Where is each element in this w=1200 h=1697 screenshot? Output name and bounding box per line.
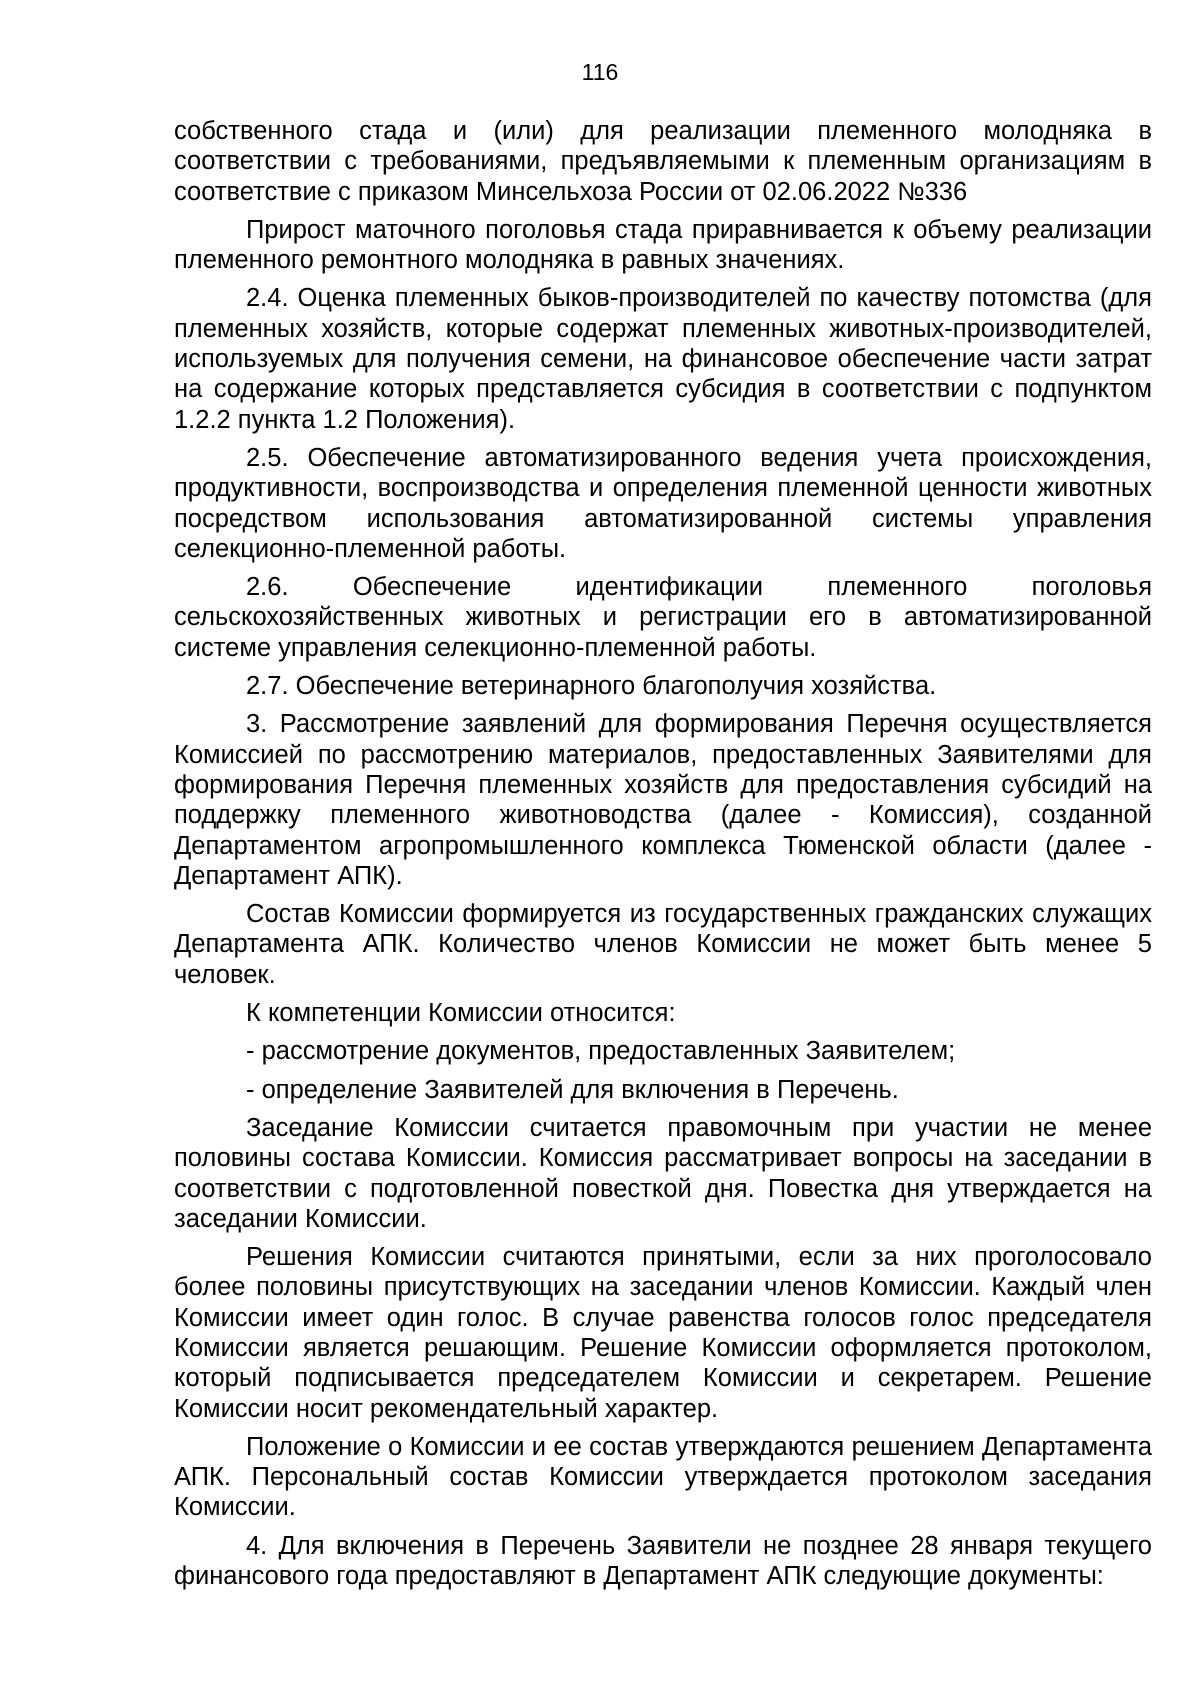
paragraph-2-6: 2.6. Обеспечение идентификации племенного поголовья сельскохозяйственных животных и регистрации его в автоматизированной системе управления селекционно-племенной работы. — [174, 573, 1152, 662]
list-item-review-documents: - рассмотрение документов, предоставленных Заявителем; — [246, 1037, 956, 1066]
document-body — [174, 116, 1152, 1591]
page-number: 116 — [581, 59, 619, 85]
paragraph-2-7: 2.7. Обеспечение ветеринарного благополучия хозяйства. — [246, 672, 937, 701]
paragraph-meeting-quorum: Заседание Комиссии считается правомочным при участии не менее половины состава Комиссии. Комиссия рассматривает вопросы на заседании в соответствии с подготовленной повесткой дня. Повестка дня утверждается на заседании Комиссии. — [174, 1113, 1152, 1233]
paragraph-3: 3. Рассмотрение заявлений для формирования Перечня осуществляется Комиссией по рассмотрению материалов, предоставленных Заявителями для формирования Перечня племенных хозяйств для предоставления субсидий на поддержку племенного животноводства (далее - Комиссия), созданной Департаментом агропромышленного комплекса Тюменской области (далее - Департамент АПК). — [174, 710, 1152, 890]
paragraph-2-4: 2.4. Оценка племенных быков-производителей по качеству потомства (для племенных хозяйств, которые содержат племенных животных-производителей, используемых для получения семени, на финансовое обеспечение части затрат на содержание которых представляется субсидия в соответствии с подпунктом 1.2.2 пункта 1.2 Положения). — [174, 284, 1152, 434]
paragraph-continuation: собственного стада и (или) для реализации племенного молодняка в соответствии с требованиями, предъявляемыми к племенным организациям в соответствие с приказом Минсельхоза России от 02.06.2022 №336 — [174, 117, 1152, 206]
paragraph-4: 4. Для включения в Перечень Заявители не позднее 28 января текущего финансового года предоставляют в Департамент АПК следующие документы: — [174, 1531, 1152, 1591]
paragraph-regulation: Положение о Комиссии и ее состав утверждаются решением Департамента АПК. Персональный состав Комиссии утверждается протоколом заседания Комиссии. — [174, 1432, 1152, 1522]
paragraph-growth: Прирост маточного поголовья стада приравнивается к объему реализации племенного ремонтного молодняка в равных значениях. — [174, 215, 1152, 275]
list-item-determine-applicants: - определение Заявителей для включения в Перечень. — [246, 1075, 899, 1104]
paragraph-commission-competence: К компетенции Комиссии относится: — [246, 999, 676, 1028]
paragraph-2-5: 2.5. Обеспечение автоматизированного ведения учета происхождения, продуктивности, воспроизводства и определения племенной ценности животных посредством использования автоматизированной системы управления селекционно-племенной работы. — [174, 443, 1152, 563]
paragraph-decisions: Решения Комиссии считаются принятыми, если за них проголосовало более половины присутствующих на заседании членов Комиссии. Каждый член Комиссии имеет один голос. В случае равенства голосов голос председателя Комиссии является решающим. Решение Комиссии оформляется протоколом, который подписывается председателем Комиссии и секретарем. Решение Комиссии носит рекомендательный характер. — [174, 1243, 1152, 1423]
paragraph-commission-composition: Состав Комиссии формируется из государственных гражданских служащих Департамента АПК. Количество членов Комиссии не может быть менее 5 человек. — [174, 900, 1152, 989]
